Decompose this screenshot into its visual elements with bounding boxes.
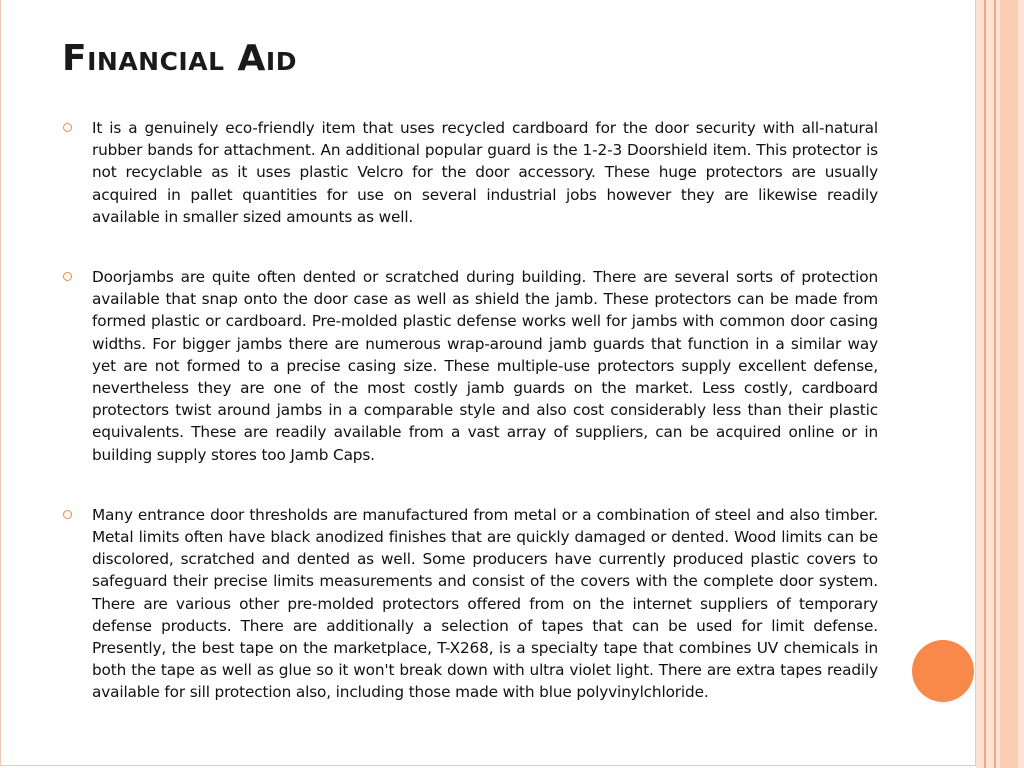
bullet-text: Many entrance door thresholds are manufactured from metal or a combination of steel and also timber. Metal limits often have black anodized finishes that are quickly damaged or dented. Wood limits can be discolored, scratched and dented as well. Some producers have currently produced plastic covers to safeguard their precise limits measurements and consist of the covers with the complete door system. There are various other pre-molded protectors offered from on the internet suppliers of temporary defense products. There are additionally a selection of tapes that can be used for limit defense. Presently, the best tape on the marketplace, T-X268, is a specialty tape that combines UV chemicals in both the tape as well as glue so it won't break down with ultra violet light. There are extra tapes readily available for sill protection also, including those made with blue polyvinylchloride. (92, 505, 878, 702)
list-item (62, 504, 878, 704)
stripe-7 (1018, 0, 1024, 768)
decorative-orange-circle (912, 640, 974, 702)
bullet-text: Doorjambs are quite often dented or scratched during building. There are several sorts of protection available that snap onto the door case as well as shield the jamb. These protectors can be made from formed plastic or cardboard. Pre-molded plastic defense works well for jambs with common door casing widths. For bigger jambs there are numerous wrap-around jamb guards that function in a similar way yet are not formed to a precise casing size. These multiple-use protectors supply excellent defense, nevertheless they are one of the most costly jamb guards on the market. Less costly, cardboard protectors twist around jambs in a comparable style and also cost considerably less than their plastic equivalents. These are readily available from a vast array of suppliers, can be acquired online or in building supply stores too Jamb Caps. (92, 268, 878, 464)
list-item (62, 117, 878, 228)
stripe-3 (986, 0, 994, 768)
decorative-stripes (976, 0, 1024, 768)
bullet-text: It is a genuinely eco-friendly item that uses recycled cardboard for the door security with all-natural rubber bands for attachment. An additional popular guard is the 1-2-3 Doorshield item. This protector is not recyclable as it uses plastic Velcro for the door accessory. These huge protectors are usually acquired in pallet quantities for use on several industrial jobs however they are likewise readily available in smaller sized amounts as well. (92, 119, 878, 226)
bullet-circle-icon (63, 272, 72, 281)
slide-title: Financial Aid (62, 38, 297, 79)
bullet-list (62, 117, 878, 704)
stripe-6 (1000, 0, 1018, 768)
stripe-1 (976, 0, 984, 768)
list-item (62, 266, 878, 466)
bullet-circle-icon (63, 123, 72, 132)
bullet-circle-icon (63, 510, 72, 519)
